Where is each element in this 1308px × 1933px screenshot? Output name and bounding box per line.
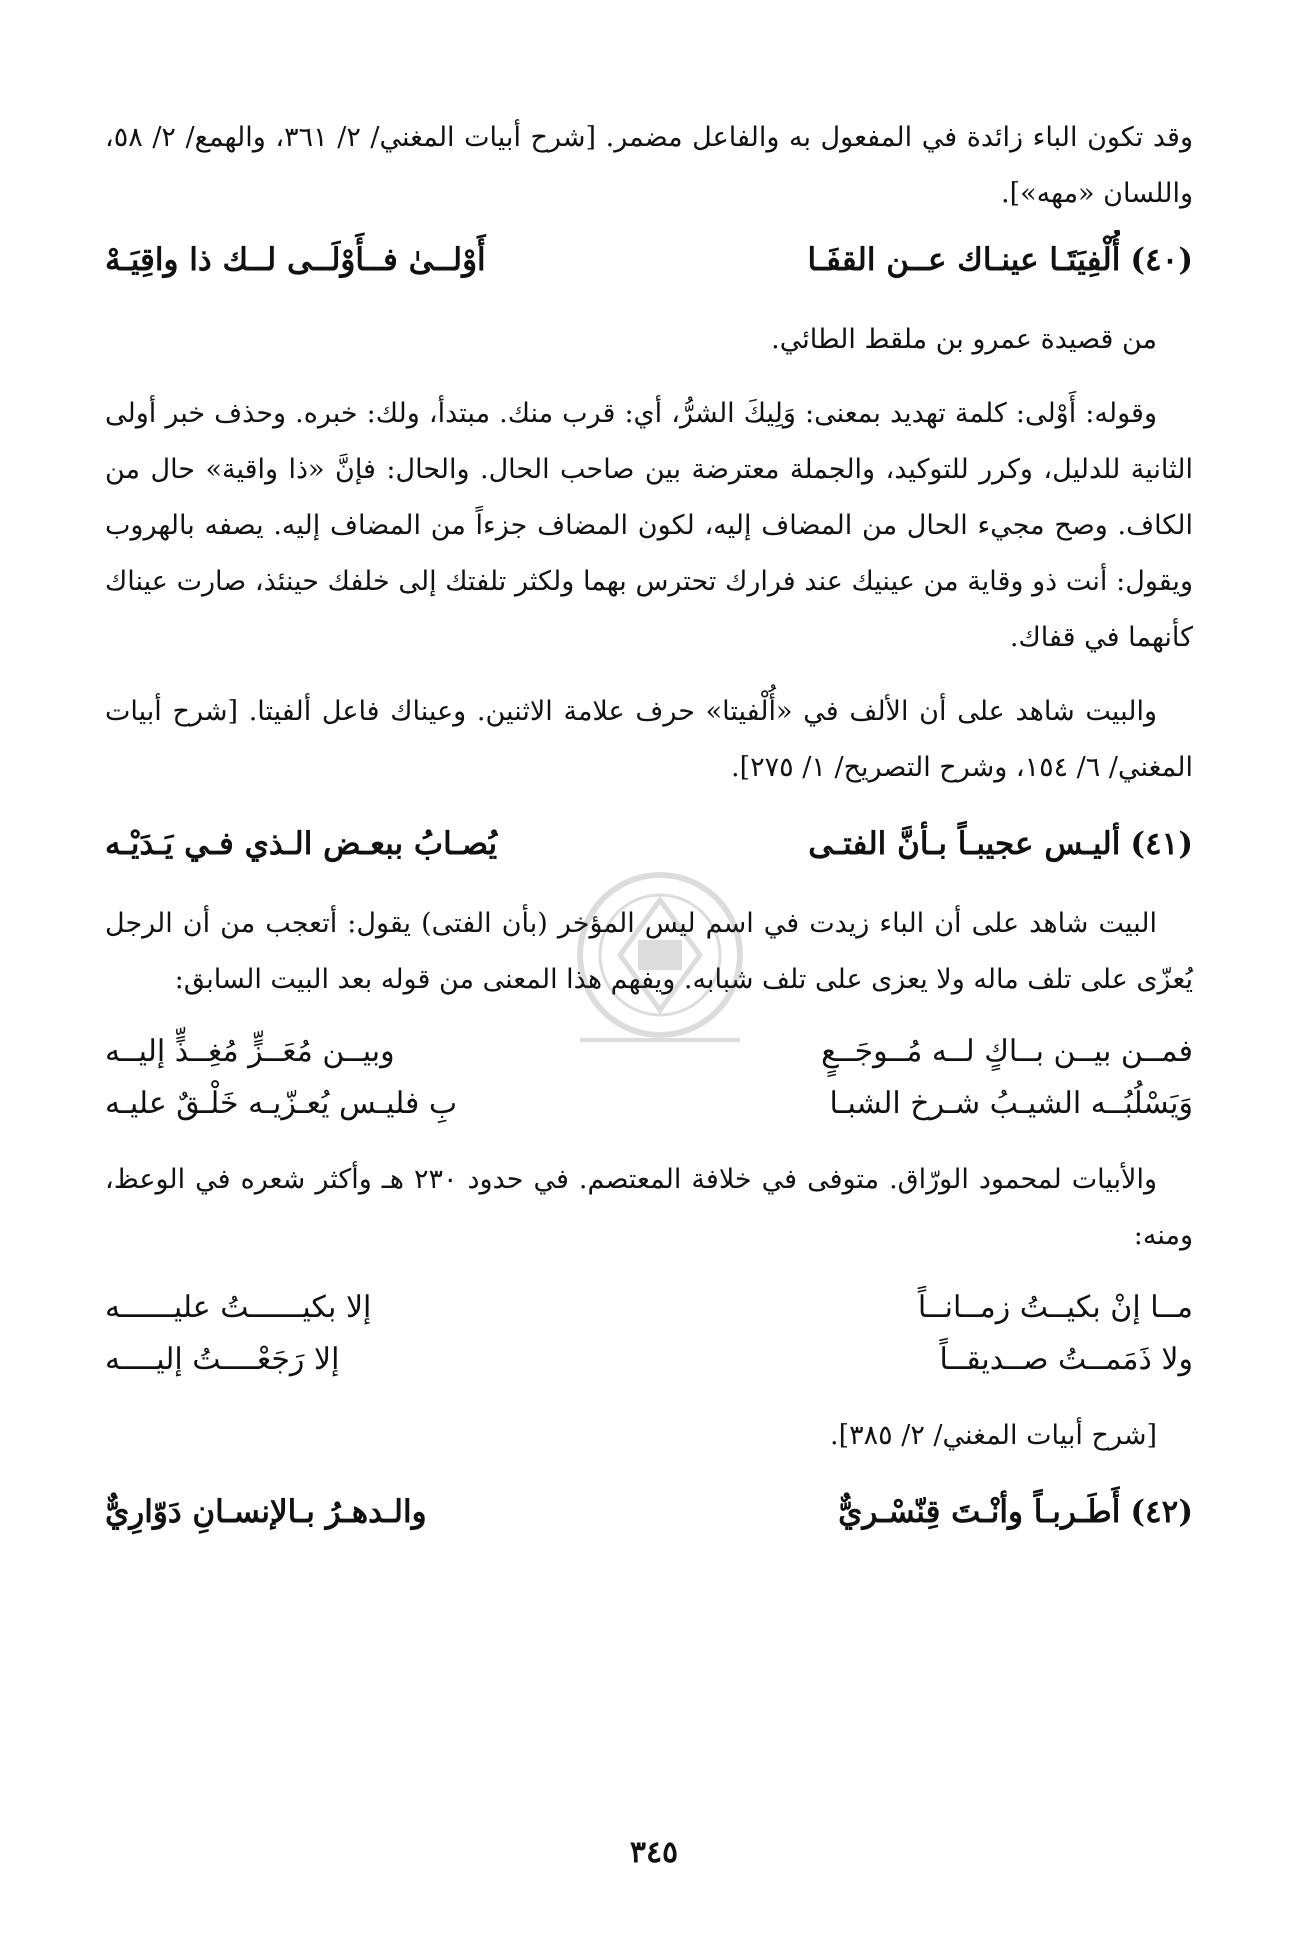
poem-second-hemistich: إلا بكيــــــتُ عليــــــه <box>105 1290 372 1325</box>
verse-second-hemistich: والـدهـرُ بـالإنسـانِ دَوّارِيٌّ <box>105 1494 427 1530</box>
verse-41 <box>105 814 1193 874</box>
poem-line <box>105 1282 1193 1334</box>
page-number: ٣٤٥ <box>629 1835 679 1870</box>
poem-line <box>105 1078 1193 1130</box>
verse-number: (٤٠) <box>1130 242 1193 278</box>
poem-first-hemistich: فمــن بيــن بــاكٍ لــه مُــوجَــعٍ <box>821 1034 1193 1069</box>
paragraph-intro: وقد تكون الباء زائدة في المفعول به والفاعل مضمر. [شرح أبيات المغني/ ٢/ ٣٦١، والهمع/ ٢/ ٥٨، واللسان «مهه»]. <box>105 122 1193 209</box>
paragraph-author: والأبيات لمحمود الورّاق. متوفى في خلافة المعتصم. في حدود ٢٣٠ هـ وأكثر شعره في الوعظ، ومنه: <box>105 1164 1193 1251</box>
verse-first-hemistich: أُلْفِيَتَـا عينـاك عــن القفَـا <box>807 242 1121 278</box>
poem-first-hemistich: مــا إنْ بكيــتُ زمــانــاً <box>917 1290 1193 1325</box>
poem-second-hemistich: إلا رَجَعْــــتُ إليــــه <box>105 1342 340 1377</box>
verse-second-hemistich: يُصـابُ ببعـض الـذي فـي يَـدَيْـه <box>105 826 498 862</box>
verse-42 <box>105 1482 1193 1542</box>
poem-line <box>105 1334 1193 1386</box>
verse-first-hemistich: أليـس عجيبـاً بـأنَّ الفتـى <box>808 826 1121 862</box>
paragraph-commentary: وقوله: أَوْلى: كلمة تهديد بمعنى: وَلِيكَ الشرُّ، أي: قرب منك. مبتدأ، ولك: خبره. وحذف خبر أولى الثانية للدليل، وكرر للتوكيد، والجملة معترضة بين صاحب الحال. والحال: فإنَّ «ذا واقية» حال من الكاف. وصح مجيء الحال من المضاف إليه، لكون المضاف جزءاً من المضاف إليه. يصفه بالهروب ويقول: أنت ذو وقاية من عينيك عند فرارك تحترس بهما ولكثر تلفتك إلى خلفك حينئذ، صارت عيناك كأنهما في قفاك. <box>105 398 1193 653</box>
poem-second-hemistich: بِ فليـس يُعـزّيـه خَلْـقٌ عليـه <box>105 1086 458 1121</box>
poem-block-1 <box>105 1026 1193 1130</box>
verse-second-hemistich: أَوْلــىٰ فــأَوْلَــى لــك ذا واقِيَـهْ <box>105 242 486 278</box>
verse-40 <box>105 230 1193 290</box>
verse-number: (٤١) <box>1130 826 1193 862</box>
paragraph-explanation: البيت شاهد على أن الباء زيدت في اسم ليس المؤخر (بأن الفتى) يقول: أتعجب من أن الرجل يُعزّى على تلف ماله ولا يعزى على تلف شبابه. ويفهم هذا المعنى من قوله بعد البيت السابق: <box>105 908 1193 995</box>
paragraph-evidence: والبيت شاهد على أن الألف في «أُلْفيتا» حرف علامة الاثنين. وعيناك فاعل ألفيتا. [شرح أبيات المغني/ ٦/ ١٥٤، وشرح التصريح/ ١/ ٢٧٥]. <box>105 696 1193 783</box>
poem-line <box>105 1026 1193 1078</box>
poem-block-2 <box>105 1282 1193 1386</box>
paragraph-attribution: من قصيدة عمرو بن ملقط الطائي. <box>771 324 1157 355</box>
paragraph-reference: [شرح أبيات المغني/ ٢/ ٣٨٥]. <box>830 1420 1157 1451</box>
poem-first-hemistich: ولا ذَمَمــتُ صــديقــاً <box>939 1342 1193 1377</box>
verse-first-hemistich: أَطَـربـاً وأنْـتَ قِنّسْـريٌّ <box>838 1494 1121 1530</box>
poem-first-hemistich: وَيَسْلُبُــه الشيـبُ شـرخ الشبـا <box>829 1086 1193 1121</box>
verse-number: (٤٢) <box>1130 1494 1193 1530</box>
poem-second-hemistich: وبيــن مُعَــزٍّ مُغِــذٍّ إليــه <box>105 1034 395 1069</box>
